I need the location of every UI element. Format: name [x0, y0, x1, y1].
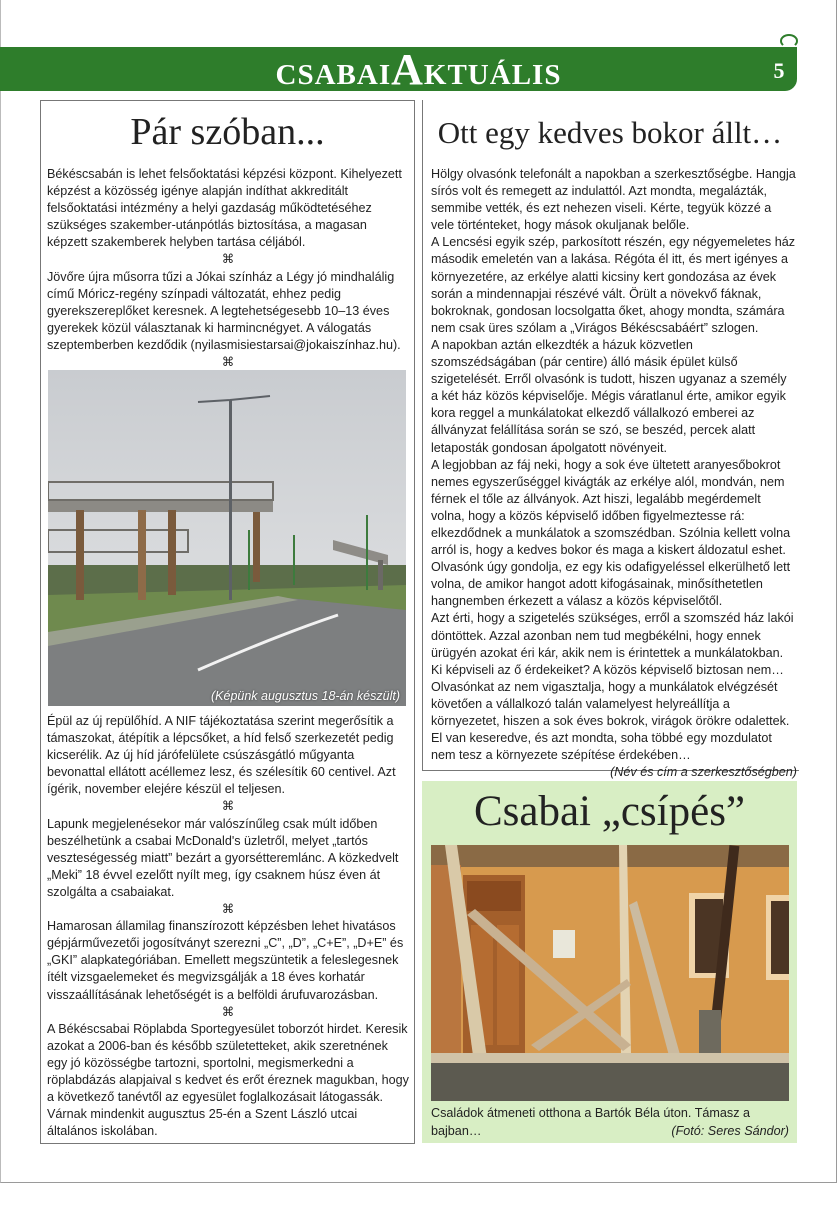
bridge-photo: [48, 370, 406, 706]
swirl-ornament-icon: [780, 34, 798, 48]
paragraph: Jövőre újra műsorra tűzi a Jókai színház a Légy jó mindhalálig című Móricz-regény színpadi változatát, ehhez pedig gyerekszereplőket keresnek. A legtehetségesebb 10–13 éves gyerekek közül választanak ki harmincnégyet. A válogatás szeptemberben kezdődik (nyilasmisiestarsai@jokaiszínhaz.hu).: [47, 269, 401, 352]
caption-line-1: Családok átmeneti otthona a Bartók Béla úton. Támasz a: [431, 1106, 750, 1120]
author-credit: (Név és cím a szerkesztőségben): [610, 765, 797, 780]
photo-caption: (Képünk augusztus 18-án készült): [211, 689, 400, 703]
paragraph: Békéscsabán is lehet felsőoktatási képzési központ. Kihelyezett képzést a közösség igénye alapján indíthat akkreditált felsőoktatási intézmény a helyi gazdaság működtetéséhez szükséges szakember-utánpótlás biztosítása, a magasan képzett szakemberek helyben tartása céljából.: [47, 167, 402, 250]
separator-icon: ⌘: [221, 799, 235, 814]
left-top-text: [47, 166, 409, 371]
left-bottom-text: [47, 713, 409, 1140]
paragraph: Épül az új repülőhíd. A NIF tájékoztatása szerint megerősítik a támaszokat, átépítik a lépcsőket, a híd felső szerkezetét pedig kicserélik. Az új híd járófelülete csúszásgátló műgyanta bevonattal ellátott acéllemez lesz, és szélesítik 60 centivel. Azt ígérik, november elejére készül el teljesen.: [47, 714, 396, 797]
paragraph: Hölgy olvasónk telefonált a napokban a szerkesztőségbe. Hangja sírós volt és remegett az indulattól. Azt mondta, megalázták, semmibe vették, és ezt nehezen viseli. Kérte, tegyük közzé a vele történteket, hogy mások okuljanak belőle.: [431, 167, 796, 233]
paragraph: A napokban aztán elkezdték a házuk közvetlen szomszédságában (pár centire) álló másik épület külső szigetelését. Erről olvasónk is tudott, hiszen ugyanaz a személy a két ház közös képviselője. Mégis váratlanul érte, amikor egyik kora reggel a munkálatokat elkezdő vállalkozó emberei az állványzat felállítása során se szó, se beszéd, percek alatt letaposták gondosan ápolgatott növényeit.: [431, 337, 787, 455]
left-headline: Pár szóban...: [130, 111, 325, 153]
photo-box-headline: Csabai „csípés”: [473, 788, 746, 835]
paragraph: Lapunk megjelenésekor már valószínűleg csak múlt időben beszélhetünk a csabai McDonald's üzletről, melyet „tartós veszteségesség miatt” bezárt a gyorsétteremlánc. A közkedvelt „Meki” 18 évvel ezelőtt nyílt meg, így csaknem húsz éven át szolgálta a csabaiakat.: [47, 816, 399, 899]
page-number: 5: [773, 58, 785, 83]
separator-icon: ⌘: [221, 902, 235, 917]
separator-icon: ⌘: [221, 1004, 235, 1019]
paragraph: A legjobban az fáj neki, hogy a sok éve ültetett aranyesőbokrot nemes egyszerűséggel kivágták az erkélye alól, mondván, nem férnek el tőle az állványok. Azt hiszi, legalább megérdemelt volna, hogy a közös képviselő időben figyelmeztesse rá: elkezdődnek a munkálatok a szomszédban. Szólnia kellett volna arról is, hogy a kedves bokor és maga a kiskert áldozatul eshet. Olvasónk úgy gondolja, ez egy kis odafigyeléssel elkerülhető lett volna, de amikor hangot adott kifogásainak, minősíthetetlen hangnemben érkezett a válasz a közös képviselőtől.: [431, 457, 791, 609]
photo-credit: (Fotó: Seres Sándor): [671, 1123, 789, 1138]
title-initial: A: [391, 45, 424, 94]
caption-line-2: bajban…: [431, 1123, 482, 1138]
paragraph: Azt érti, hogy a szigetelés szükséges, erről a szomszéd ház lakói döntöttek. Azzal azonban nem tud megbékélni, hogy ennek ürügyén azokat éri kár, akik nem is érintettek a munkálatokban. Ki képviseli az ő érdekeiket? A közös képviselő biztosan nem…: [431, 611, 794, 677]
photo-box-caption: [431, 1105, 789, 1140]
separator-icon: ⌘: [221, 252, 235, 267]
title-part-2: KTUÁLIS: [423, 59, 562, 91]
caption-line-2-row: [431, 1123, 789, 1141]
magazine-title: [0, 45, 837, 94]
title-part-1: CSABAI: [275, 59, 392, 91]
separator-icon: ⌘: [221, 355, 235, 370]
paragraph: Olvasónkat az nem vigasztalja, hogy a munkálatok elvégzését követően a vállalkozó talán valamelyest helyreállítja a környezetet, hiszen a sok éves bokrok, virágok örökre odalettek. El van keseredve, és azt mondta, soha többé egy mozdulatot nem tesz a környezete szépítése érdekében…: [431, 679, 790, 763]
paragraph: A Lencsési egyik szép, parkosított részén, egy négyemeletes ház második emeletén van a lakása. Régóta él itt, és mert igényes a környezetére, az erkélye alatti kicsiny kert gondozása az évek során a mindennapjai részévé vált. Örült a növekvő fáknak, bokroknak, gondosan locsolgatta őket, ahogy mondta, számára nem csak üres szólam a „Virágos Békéscsabáért” szlogen.: [431, 235, 796, 335]
right-article-text: [431, 166, 797, 781]
right-headline: Ott egy kedves bokor állt…: [437, 115, 783, 150]
paragraph: Hamarosan államilag finanszírozott képzésben lehet hivatásos gépjárművezetői jogosítványt szerezni „C”, „D”, „C+E”, „D+E” és „GKI” alapkategóriában. Emellett megszüntetik a feleslegesnek ítélt vizsgaelemeket és megvizsgálják a 18 éves korhatár visszaállításának lehetőségét is a belföldi árufuvarozásban.: [47, 919, 404, 1002]
paragraph: A Békéscsabai Röplabda Sportegyesület toborzót hirdet. Keresik azokat a 2006-ban és később születetteket, akik szeretnének egy jó közösségbe tartozni, sportolni, megismerkedni a röplabdázás alapjaival s kedvet és erőt éreznek magukban, hogy a következő tanévtől az egyesület foglalkozásait látogassák. Várnak mindenkit augusztus 25-én a Szent László utcai általános iskolában.: [47, 1021, 409, 1139]
house-photo: [431, 845, 789, 1101]
